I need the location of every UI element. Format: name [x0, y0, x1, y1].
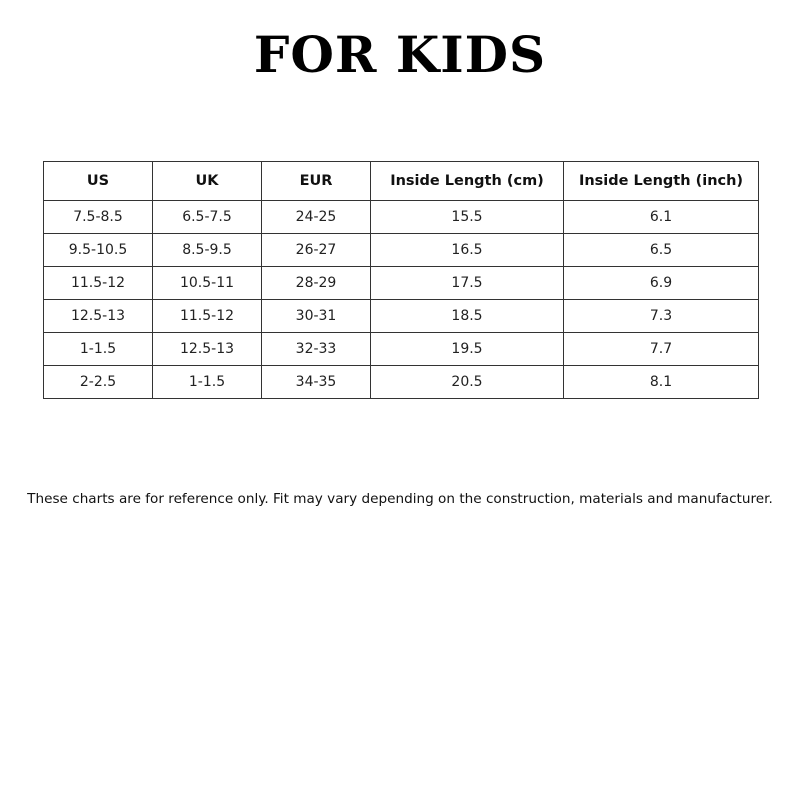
cell-inside-length-cm: 19.5: [371, 333, 564, 366]
cell-uk: 10.5-11: [153, 267, 262, 300]
cell-us: 12.5-13: [44, 300, 153, 333]
cell-inside-length-cm: 17.5: [371, 267, 564, 300]
cell-uk: 6.5-7.5: [153, 201, 262, 234]
table-row: [44, 300, 759, 333]
cell-inside-length-inch: 8.1: [564, 366, 759, 399]
header-inside-length-inch: Inside Length (inch): [564, 162, 759, 201]
cell-us: 9.5-10.5: [44, 234, 153, 267]
cell-us: 1-1.5: [44, 333, 153, 366]
cell-eur: 32-33: [262, 333, 371, 366]
table-header-row: [44, 162, 759, 201]
table-row: [44, 234, 759, 267]
size-chart-table: [43, 161, 759, 399]
cell-us: 2-2.5: [44, 366, 153, 399]
header-inside-length-cm: Inside Length (cm): [371, 162, 564, 201]
cell-inside-length-inch: 6.1: [564, 201, 759, 234]
header-uk: UK: [153, 162, 262, 201]
cell-inside-length-cm: 15.5: [371, 201, 564, 234]
cell-uk: 8.5-9.5: [153, 234, 262, 267]
cell-inside-length-inch: 7.7: [564, 333, 759, 366]
cell-inside-length-inch: 7.3: [564, 300, 759, 333]
cell-us: 7.5-8.5: [44, 201, 153, 234]
table-row: [44, 366, 759, 399]
cell-inside-length-cm: 18.5: [371, 300, 564, 333]
header-eur: EUR: [262, 162, 371, 201]
cell-uk: 12.5-13: [153, 333, 262, 366]
table-row: [44, 267, 759, 300]
disclaimer-text: These charts are for reference only. Fit may vary depending on the construction, materials and manufacturer.: [27, 491, 773, 507]
cell-eur: 26-27: [262, 234, 371, 267]
cell-eur: 30-31: [262, 300, 371, 333]
table-row: [44, 201, 759, 234]
cell-inside-length-inch: 6.9: [564, 267, 759, 300]
header-us: US: [44, 162, 153, 201]
page-title: FOR KIDS: [253, 25, 547, 84]
cell-uk: 11.5-12: [153, 300, 262, 333]
cell-uk: 1-1.5: [153, 366, 262, 399]
cell-eur: 34-35: [262, 366, 371, 399]
cell-inside-length-inch: 6.5: [564, 234, 759, 267]
cell-inside-length-cm: 20.5: [371, 366, 564, 399]
cell-eur: 28-29: [262, 267, 371, 300]
cell-eur: 24-25: [262, 201, 371, 234]
cell-us: 11.5-12: [44, 267, 153, 300]
cell-inside-length-cm: 16.5: [371, 234, 564, 267]
table-row: [44, 333, 759, 366]
